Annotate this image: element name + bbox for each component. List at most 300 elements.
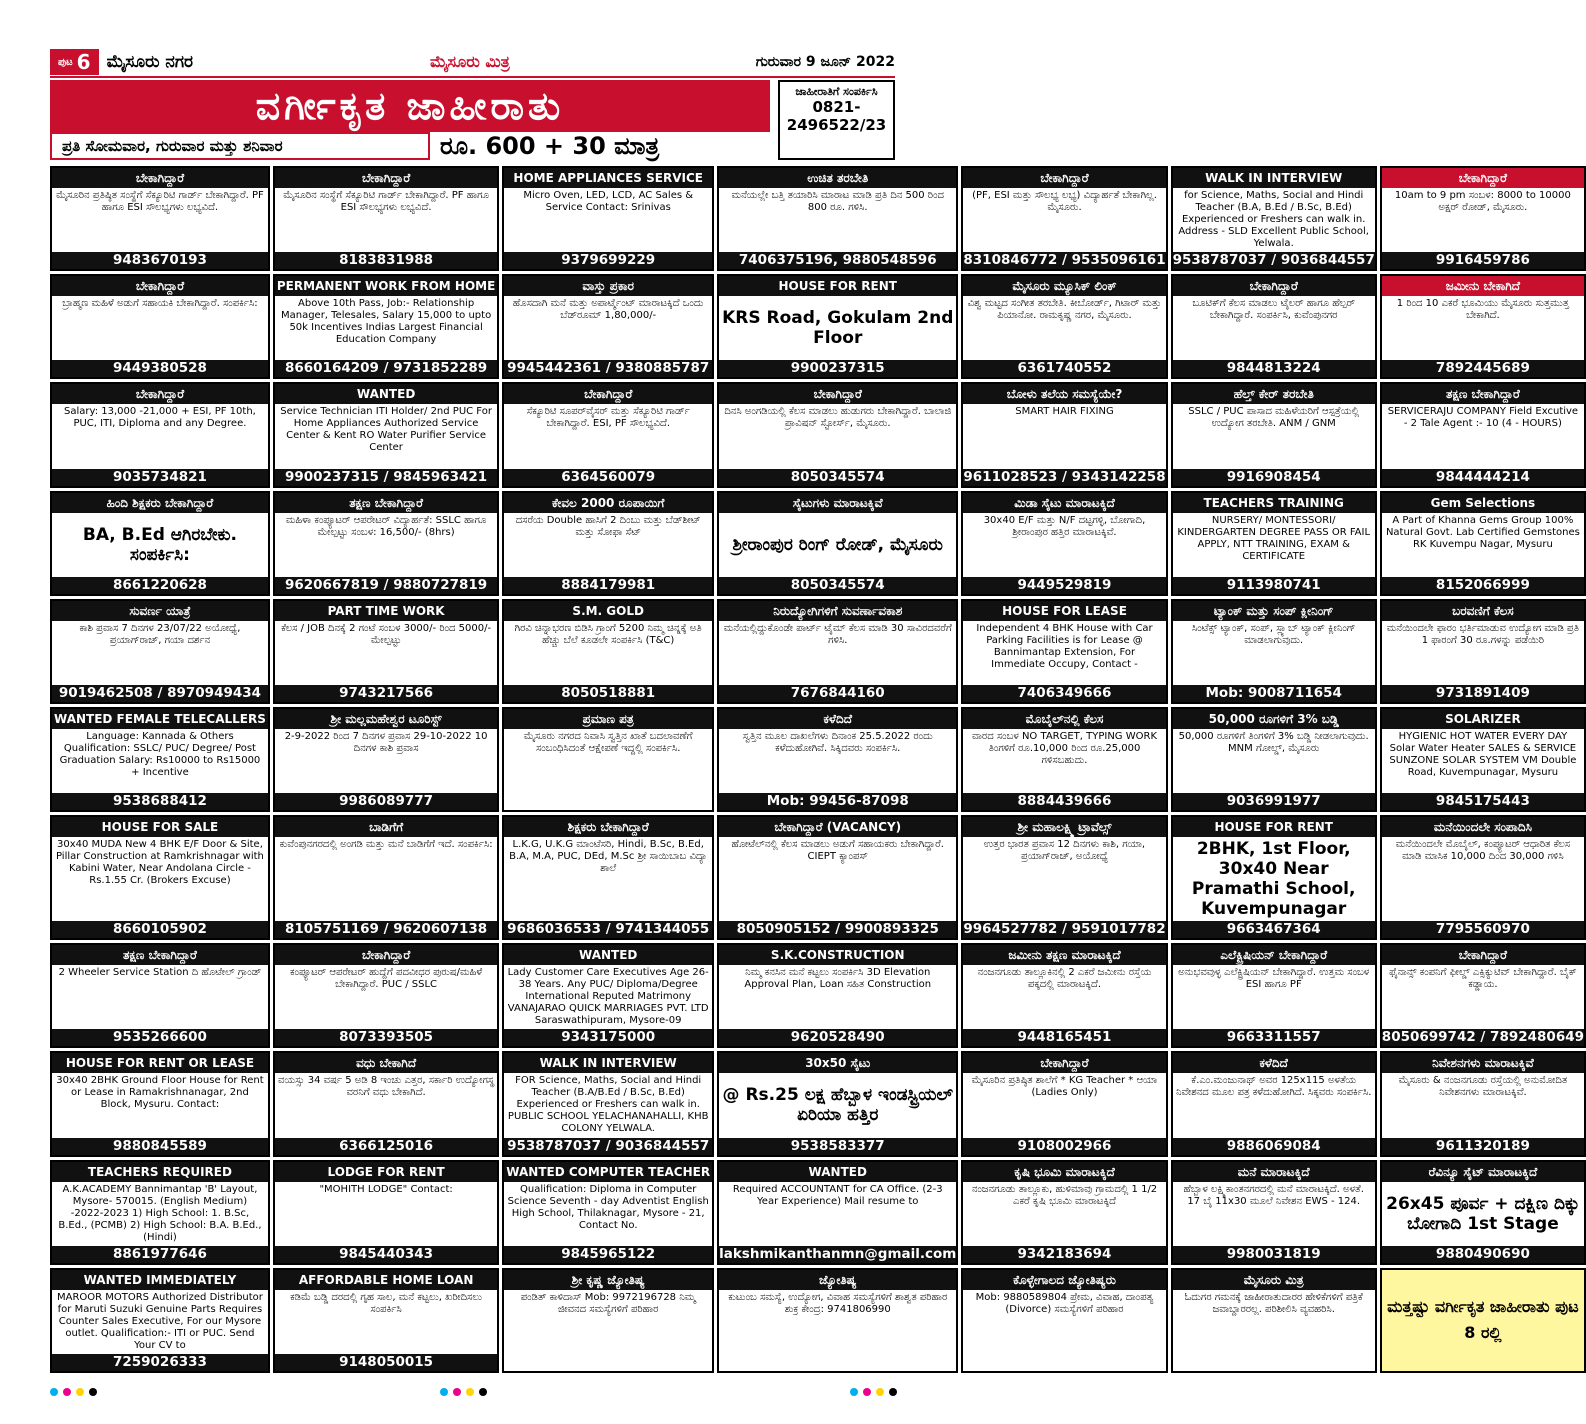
ad-body: ಸಿಂಟೆಕ್ಸ್ ಟ್ಯಾಂಕ್, ಸಂಪ್, ಸ್ಲ್ಯಾಬ್ ಟ್ಯಾಂಕ್ ಕ್ಲೀನಿಂಗ್ ಮಾಡಲಾಗುವುದು. xyxy=(1191,622,1356,646)
ad-phone: 9036991977 xyxy=(1173,793,1375,810)
classified-ad xyxy=(961,1160,1167,1265)
classified-ad xyxy=(1171,166,1377,271)
ad-phone: 8310846772 / 9535096161 xyxy=(963,252,1166,269)
ad-body: Qualification: Diploma in Computer Science Seventh - day Adventist English High School, Thilaknagar, Mysore - 21, Contact No. xyxy=(507,1183,709,1231)
classified-ad xyxy=(961,274,1167,379)
ad-phone: 9449529819 xyxy=(963,577,1165,594)
ad-body: ಉತ್ತರ ಭಾರತ ಪ್ರವಾಸ 12 ದಿನಗಳು ಕಾಶಿ, ಗಯಾ, ಪ್ರಯಾಗ್‌ರಾಜ್, ಅಯೋಧ್ಯೆ xyxy=(983,839,1146,863)
classified-ad xyxy=(1380,274,1586,379)
ad-phone: 6361740552 xyxy=(963,360,1165,377)
ad-phone: 9916459786 xyxy=(1382,252,1584,269)
ad-phone: 7676844160 xyxy=(719,685,956,702)
classified-ad xyxy=(961,1268,1167,1373)
ad-heading: ಬಾಡಿಗೆಗೆ xyxy=(275,817,497,837)
classified-ad xyxy=(273,707,499,812)
ad-phone: 9538787037 / 9036844557 xyxy=(504,1138,712,1155)
classified-ad xyxy=(1380,491,1586,596)
classified-ad xyxy=(1380,1051,1586,1156)
ad-body: ಬ್ರಾಹ್ಮಣ ಮಹಿಳೆ ಅಡುಗೆ ಸಹಾಯಕಿ ಬೇಕಾಗಿದ್ದಾರೆ. ಸಂಪರ್ಕಿಸಿ: xyxy=(62,298,258,310)
ad-body: ಮೈಸೂರಿನ ಪ್ರತಿಷ್ಠಿತ ಸಂಸ್ಥೆಗೆ ಸೆಕ್ಯೂರಿಟಿ ಗಾರ್ಡ್ ಬೇಕಾಗಿದ್ದಾರೆ. PF ಹಾಗೂ ESI ಸೌಲಭ್ಯಗಳು ಲಭ್ಯವಿದೆ. xyxy=(56,190,264,213)
classified-ad xyxy=(1171,815,1377,940)
ad-heading: SOLARIZER xyxy=(1382,709,1584,729)
classified-ad xyxy=(502,1051,714,1156)
classified-ad xyxy=(1171,1160,1377,1265)
ad-heading: WANTED xyxy=(504,945,712,965)
ad-body: BA, B.Ed ಆಗಿರಬೇಕು. ಸಂಪರ್ಕಿಸಿ: xyxy=(82,524,238,565)
ad-heading: ವಾಸ್ತು ಪ್ರಕಾರ xyxy=(504,276,712,296)
ad-phone: 8660105902 xyxy=(52,921,268,938)
classified-ad xyxy=(717,1268,958,1373)
ad-body: "MOHITH LODGE" Contact: xyxy=(319,1183,453,1195)
ad-body: SSLC / PUC ಪಾಸಾದ ಮಹಿಳೆಯರಿಗೆ ಆಸ್ಪತ್ರೆಯಲ್ಲಿ ಉದ್ಯೋಗ ತರಬೇತಿ. ANM / GNM xyxy=(1188,406,1360,430)
ad-heading: ಜಮೀನು ಬೇಕಾಗಿದೆ xyxy=(1382,276,1584,296)
ad-body: ವಿಶ್ವ ಮಟ್ಟದ ಸಂಗೀತ ತರಬೇತಿ. ಕೀಬೋರ್ಡ್, ಗಿಟಾರ್ ಮತ್ತು ಪಿಯಾನೋ. ರಾಮಕೃಷ್ಣ ನಗರ, ಮೈಸೂರು. xyxy=(967,298,1162,322)
ad-phone: 9880490690 xyxy=(1382,1246,1584,1263)
ad-heading: ಪ್ರಮಾಣ ಪತ್ರ xyxy=(504,709,712,729)
classified-ad xyxy=(502,599,714,704)
ad-body: ಕಾಶಿ ಪ್ರವಾಸ 7 ದಿನಗಳ 23/07/22 ಅಯೋಧ್ಯೆ, ಪ್ರಯಾಗ್‌ರಾಜ್, ಗಯಾ ದರ್ಶನ xyxy=(79,622,241,646)
ad-heading: WANTED FEMALE TELECALLERS xyxy=(52,709,268,729)
ad-heading: HOUSE FOR LEASE xyxy=(963,601,1165,621)
ad-heading: ಮಿಡಾ ಸೈಟು ಮಾರಾಟಕ್ಕಿದೆ xyxy=(963,493,1165,513)
ad-body: ವಾರದ ಸಂಬಳ NO TARGET, TYPING WORK ತಿಂಗಳಿಗೆ ರೂ.10,000 ರಿಂದ ರೂ.25,000 ಗಳಿಸಬಹುದು. xyxy=(971,730,1158,766)
ad-phone: 9844813224 xyxy=(1173,360,1375,377)
ad-body: ಮತ್ತಷ್ಟು ವರ್ಗೀಕೃತ ಜಾಹೀರಾತು ಪುಟ 8 ರಲ್ಲಿ xyxy=(1387,1297,1579,1343)
ad-heading: ನಿರುದ್ಯೋಗಿಗಳಿಗೆ ಸುವರ್ಣಾವಕಾಶ xyxy=(719,601,956,621)
classified-ad xyxy=(717,943,958,1048)
ad-body: ನಂಜನಗೂಡು ತಾಲ್ಲೂಕು, ಹುಳಿಮಾವು ಗ್ರಾಮದಲ್ಲಿ 1 1/2 ಎಕರೆ ಕೃಷಿ ಭೂಮಿ ಮಾರಾಟಕ್ಕಿದೆ xyxy=(971,1183,1158,1207)
ad-phone: 9845175443 xyxy=(1382,793,1584,810)
ad-phone: 8884439666 xyxy=(963,793,1165,810)
classified-ad xyxy=(502,815,714,940)
classified-ad xyxy=(717,491,958,596)
ad-body: Required ACCOUNTANT for CA Office. (2-3 Year Experience) Mail resume to xyxy=(732,1183,943,1207)
ad-heading: ಬೇಕಾಗಿದ್ದಾರೆ xyxy=(52,276,268,296)
ad-body: ಹೆಬ್ಬಾಳ ಲಕ್ಷ್ಮಿಕಾಂತನಗರದಲ್ಲಿ ಮನೆ ಮಾರಾಟಕ್ಕಿದೆ. ಅಳತೆ. 17 ಬೈ 11x30 ಮೂಲೆ ನಿವೇಶನ EWS - 124. xyxy=(1183,1183,1364,1207)
ad-body: 1 ರಿಂದ 10 ಎಕರೆ ಭೂಮಿಯು ಮೈಸೂರು ಸುತ್ತಮುತ್ತ ಬೇಕಾಗಿದೆ. xyxy=(1396,298,1569,322)
ad-heading: ವಧು ಬೇಕಾಗಿದೆ xyxy=(275,1053,497,1073)
ad-phone: 9342183694 xyxy=(963,1246,1165,1263)
ad-body: (PF, ESI ಮತ್ತು ಸೌಲಭ್ಯ ಲಭ್ಯ) ವಿದ್ಯಾರ್ಹತೆ ಬೇಕಾಗಿಲ್ಲ. ಮೈಸೂರು. xyxy=(972,190,1157,213)
ad-phone: 7406349666 xyxy=(963,685,1165,702)
classified-ad xyxy=(273,1051,499,1156)
ad-body: NURSERY/ MONTESSORI/ KINDERGARTEN DEGREE PASS OR FAIL APPLY, NTT TRAINING, EXAM & CERTIFICATE xyxy=(1177,514,1371,562)
contact-number: 2496522/23 xyxy=(786,116,887,134)
ad-heading: ಶ್ರೀ ಮಲ್ಲಮಹೇಶ್ವರ ಟೂರಿಸ್ಟ್ xyxy=(275,709,497,729)
ad-phone: 6364560079 xyxy=(504,469,712,486)
ad-phone: 9900237315 xyxy=(719,360,956,377)
ad-heading: WANTED IMMEDIATELY xyxy=(52,1270,268,1290)
ad-phone: 9448165451 xyxy=(963,1029,1165,1046)
color-registration-dots-left xyxy=(50,1388,97,1398)
classified-ad xyxy=(273,815,499,940)
classified-ad xyxy=(502,943,714,1048)
classified-ad xyxy=(1380,166,1586,271)
ad-body: ಹೊಸದಾಗಿ ಮನೆ ಮತ್ತು ಅಪಾರ್ಟ್ಮೆಂಟ್ ಮಾರಾಟಕ್ಕಿದೆ ಒಂದು ಬೆಡ್‌ರೂಮ್ 1,80,000/- xyxy=(512,298,704,322)
ad-body: @ Rs.25 ಲಕ್ಷ ಹೆಬ್ಬಾಳ ಇಂಡಸ್ಟ್ರಿಯಲ್ ಏರಿಯಾ ಹತ್ತಿರ xyxy=(722,1085,953,1126)
page-number: 6 xyxy=(76,50,91,74)
ad-body: A Part of Khanna Gems Group 100% Natural Govt. Lab Certified Gemstones RK Kuvempu Nagar, Mysuru xyxy=(1385,514,1580,550)
ad-heading: S.M. GOLD xyxy=(504,601,712,621)
ad-phone: Mob: 99456-87098 xyxy=(719,793,956,810)
ad-heading: ಕಳೆದಿದೆ xyxy=(1173,1053,1375,1073)
ad-heading: ಮೈಸೂರು ಮಿತ್ರ xyxy=(1173,1270,1375,1290)
classified-ad xyxy=(502,1268,714,1373)
classified-ad xyxy=(1171,274,1377,379)
classified-ad xyxy=(961,382,1167,487)
classified-ad xyxy=(961,943,1167,1048)
ad-heading: HOUSE FOR SALE xyxy=(52,817,268,837)
classified-ad xyxy=(502,707,714,812)
classified-ad xyxy=(961,707,1167,812)
ad-body: 30x40 E/F ಮತ್ತು N/F ದಟ್ಟಗಳ್ಳಿ, ಬೋಗಾದಿ, ಶ್ರೀರಾಂಪುರ ಹತ್ತಿರ ಮಾರಾಟಕ್ಕಿವೆ. xyxy=(983,514,1146,538)
classified-ad xyxy=(50,599,270,704)
ad-phone: 8660164209 / 9731852289 xyxy=(275,360,497,377)
ad-price: ರೂ. 600 + 30 ಮಾತ್ರ xyxy=(440,132,660,160)
ad-body: ಮೈಸೂರು ನಗರದ ನಿವಾಸಿ ಸ್ವತ್ತಿನ ಖಾತೆ ಬದಲಾವಣೆಗೆ ಸಂಬಂಧಿಸಿದಂತೆ ಆಕ್ಷೇಪಣೆ ಇದ್ದಲ್ಲಿ ಸಂಪರ್ಕಿಸಿ. xyxy=(523,730,693,754)
ad-body: ಕಡಿಮೆ ಬಡ್ಡಿ ದರದಲ್ಲಿ ಗೃಹ ಸಾಲ, ಮನೆ ಕಟ್ಟಲು, ಖರೀದಿಸಲು ಸಂಪರ್ಕಿಸಿ xyxy=(290,1291,483,1315)
ad-phone: 9743217566 xyxy=(275,685,497,702)
contact-box xyxy=(778,80,895,160)
ad-heading: TEACHERS TRAINING xyxy=(1173,493,1375,513)
ad-heading: 50,000 ರೂಗಳಿಗೆ 3% ಬಡ್ಡಿ xyxy=(1173,709,1375,729)
ad-phone: 8050518881 xyxy=(504,685,712,702)
color-registration-dots-right xyxy=(850,1388,897,1398)
ad-body: ಶ್ರೀರಾಂಪುರ ರಿಂಗ್ ರೋಡ್, ಮೈಸೂರು xyxy=(732,534,943,555)
classified-ad xyxy=(50,943,270,1048)
banner-title: ವರ್ಗೀಕೃತ ಜಾಹೀರಾತು xyxy=(50,80,770,132)
ad-phone: 8152066999 xyxy=(1382,577,1584,594)
classified-ad xyxy=(717,599,958,704)
classified-ad xyxy=(1380,707,1586,812)
ad-phone: 9900237315 / 9845963421 xyxy=(275,469,497,486)
ad-heading: WANTED COMPUTER TEACHER xyxy=(504,1162,712,1182)
ad-body: HYGIENIC HOT WATER EVERY DAY Solar Water Heater SALES & SERVICE SUNZONE SOLAR SYSTEM VM Double Road, Kuvempunagar, Mysuru xyxy=(1389,730,1577,778)
ad-phone: 8183831988 xyxy=(275,252,497,269)
classified-ad xyxy=(50,382,270,487)
ad-heading: TEACHERS REQUIRED xyxy=(52,1162,268,1182)
ad-phone: 8661220628 xyxy=(52,577,268,594)
classified-ad xyxy=(502,491,714,596)
page-number-box xyxy=(50,49,99,75)
classified-ad xyxy=(1380,943,1586,1048)
ad-body: 2-9-2022 ರಿಂದ 7 ದಿನಗಳ ಪ್ರವಾಸ 29-10-2022 10 ದಿನಗಳ ಕಾಶಿ ಪ್ರವಾಸ xyxy=(284,730,488,754)
classified-ad xyxy=(1171,599,1377,704)
classified-ad xyxy=(50,707,270,812)
ad-heading: ಬೇಕಾಗಿದ್ದಾರೆ xyxy=(52,168,268,188)
contact-label: ಜಾಹೀರಾತಿಗೆ ಸಂಪರ್ಕಿಸಿ xyxy=(795,85,878,98)
ad-heading: ಹೆಲ್ತ್ ಕೇರ್ ತರಬೇತಿ xyxy=(1173,384,1375,404)
ad-heading: PERMANENT WORK FROM HOME xyxy=(275,276,497,296)
publication-days: ಪ್ರತಿ ಸೋಮವಾರ, ಗುರುವಾರ ಮತ್ತು ಶನಿವಾರ xyxy=(50,132,430,160)
ad-phone: 9611320189 xyxy=(1382,1138,1584,1155)
ad-body: MAROOR MOTORS Authorized Distributor for Maruti Suzuki Genuine Parts Requires Counter Sales Executive, For our Mysore outlet. Qualification:- ITI or PUC. Send Your CV to xyxy=(56,1291,263,1351)
ad-body: 26x45 ಪೂರ್ವ + ದಕ್ಷಿಣ ದಿಕ್ಕು ಬೋಗಾದಿ 1st Stage xyxy=(1386,1193,1580,1234)
classified-ad xyxy=(273,274,499,379)
classified-ad xyxy=(50,274,270,379)
ad-phone: 8050699742 / 7892480649 xyxy=(1381,1029,1584,1046)
ad-body: 30x40 2BHK Ground Floor House for Rent or Lease in Ramakrishnanagar, 2nd Block, Mysuru. Contact: xyxy=(56,1075,264,1111)
ad-body: ಬೂಟಿಕ್‌ಗೆ ಕೆಲಸ ಮಾಡಲು ಟೈಲರ್ ಹಾಗೂ ಹೆಲ್ಪರ್ ಬೇಕಾಗಿದ್ದಾರೆ. ಸಂಪರ್ಕಿಸಿ, ಕುವೆಂಪುನಗರ xyxy=(1192,298,1355,322)
ad-heading: HOUSE FOR RENT OR LEASE xyxy=(52,1053,268,1073)
ad-heading: S.K.CONSTRUCTION xyxy=(719,945,956,965)
ad-body: ಕೆ.ಎಂ.ಮಂಜುನಾಥ್ ಅವರ 125x115 ಅಳತೆಯ ನಿವೇಶನದ ಮೂಲ ಪತ್ರ ಕಳೆದುಹೋಗಿದೆ. ಸಿಕ್ಕವರು ಸಂಪರ್ಕಿಸಿ. xyxy=(1176,1075,1372,1099)
ad-body: ಮೈಸೂರಿನ ಸಂಸ್ಥೆಗೆ ಸೆಕ್ಯೂರಿಟಿ ಗಾರ್ಡ್ ಬೇಕಾಗಿದ್ದಾರೆ. PF ಹಾಗೂ ESI ಸೌಲಭ್ಯಗಳು ಲಭ್ಯವಿದೆ. xyxy=(283,190,489,213)
ad-phone: 6366125016 xyxy=(275,1138,497,1155)
ad-phone: 9844444214 xyxy=(1382,469,1584,486)
ad-phone: 9483670193 xyxy=(52,252,268,269)
ad-heading: ಬೇಕಾಗಿದ್ದಾರೆ xyxy=(963,168,1165,188)
ad-phone: 9449380528 xyxy=(52,360,268,377)
ad-heading: ಬೇಕಾಗಿದ್ದಾರೆ xyxy=(1173,276,1375,296)
ad-body: 30x40 MUDA New 4 BHK E/F Door & Site, Pillar Construction at Ramkrishnagar with Kabini Water, Near Andolana Circle - Rs.1.55 Cr. (Brokers Excuse) xyxy=(55,839,264,887)
classified-ad xyxy=(273,1268,499,1373)
ad-body: Salary: 13,000 -21,000 + ESI, PF 10th, PUC, ITI, Diploma and any Degree. xyxy=(64,406,256,430)
classified-ad xyxy=(1171,1268,1377,1373)
ad-body: ಮಹಿಳಾ ಕಂಪ್ಯೂಟರ್ ಆಪರೇಟರ್ ವಿದ್ಯಾರ್ಹತೆ: SSLC ಹಾಗೂ ಮೇಲ್ಪಟ್ಟು ಸಂಬಳ: 16,500/- (8hrs) xyxy=(285,514,487,538)
ad-phone: 9538688412 xyxy=(52,793,268,810)
ad-phone: 9108002966 xyxy=(963,1138,1165,1155)
ad-body: ಸ್ವತ್ತಿನ ಮೂಲ ದಾಖಲೆಗಳು ದಿನಾಂಕ 25.5.2022 ರಂದು ಕಳೆದುಹೋಗಿವೆ. ಸಿಕ್ಕಿದವರು ಸಂಪರ್ಕಿಸಿ. xyxy=(742,730,933,754)
classified-ad xyxy=(1171,382,1377,487)
ad-heading: ಜಮೀನು ತಕ್ಷಣ ಮಾರಾಟಕ್ಕಿದೆ xyxy=(963,945,1165,965)
ad-body: 2BHK, 1st Floor, 30x40 Near Pramathi School, Kuvempunagar xyxy=(1191,839,1356,920)
classified-ad xyxy=(961,166,1167,271)
ad-phone: 9886069084 xyxy=(1173,1138,1375,1155)
ad-heading: ಶ್ರೀ ಮಹಾಲಕ್ಷ್ಮಿ ಟ್ರಾವೆಲ್ಸ್ xyxy=(963,817,1165,837)
ad-phone: 8073393505 xyxy=(275,1029,497,1046)
ad-heading: ರೆವಿನ್ಯೂ ಸೈಟ್ ಮಾರಾಟಕ್ಕಿದೆ xyxy=(1382,1162,1584,1182)
classified-ad xyxy=(273,1160,499,1265)
ad-body: 2 Wheeler Service Station ದಿ ಹೊಟೇಲ್ ಗ್ರಾಂಡ್ xyxy=(58,967,262,979)
ad-phone: 8884179981 xyxy=(504,577,712,594)
ad-phone: 9663311557 xyxy=(1173,1029,1375,1046)
ad-phone: 8050345574 xyxy=(719,469,956,486)
classified-ad xyxy=(717,382,958,487)
ad-phone: 8861977646 xyxy=(52,1246,268,1263)
classified-ad xyxy=(273,491,499,596)
ad-heading: ಬೇಕಾಗಿದ್ದಾರೆ xyxy=(1382,168,1584,188)
ad-phone: lakshmikanthanmn@gmail.com xyxy=(719,1245,957,1262)
ad-phone: 9663467364 xyxy=(1173,921,1375,938)
ad-body: for Science, Maths, Social and Hindi Teacher (B.A, B.Ed / B.Sc, B.Ed) Experienced or Freshers can walk in. Address - SLD Excellent Public School, Yelwala. xyxy=(1178,190,1369,249)
ad-heading: ತಕ್ಷಣ ಬೇಕಾಗಿದ್ದಾರೆ xyxy=(1382,384,1584,404)
classified-ad xyxy=(717,707,958,812)
ad-body: 50,000 ರೂಗಳಿಗೆ ತಿಂಗಳಿಗೆ 3% ಬಡ್ಡಿ ನೀಡಲಾಗುವುದು. MNM ಗೋಲ್ಡ್, ಮೈಸೂರು xyxy=(1178,730,1369,754)
classified-ad xyxy=(50,1160,270,1265)
ad-phone: 9343175000 xyxy=(504,1029,712,1046)
ad-phone: 9019462508 / 8970949434 xyxy=(52,685,268,702)
ad-body: ಹೋಟೆಲ್‌ನಲ್ಲಿ ಕೆಲಸ ಮಾಡಲು ಅಡುಗೆ ಸಹಾಯಕರು ಬೇಕಾಗಿದ್ದಾರೆ. CIEPT ಕ್ಯಾಂಪಸ್ xyxy=(731,839,944,863)
ad-phone: 9538787037 / 9036844557 xyxy=(1172,252,1375,269)
ad-heading: HOUSE FOR RENT xyxy=(719,276,956,296)
ad-body: ದಿನಸಿ ಅಂಗಡಿಯಲ್ಲಿ ಕೆಲಸ ಮಾಡಲು ಹುಡುಗರು ಬೇಕಾಗಿದ್ದಾರೆ. ಬಾಲಾಜಿ ಪ್ರಾವಿಷನ್ ಸ್ಟೋರ್ಸ್, ಮೈಸೂರು. xyxy=(724,406,952,430)
classified-ad xyxy=(273,943,499,1048)
ad-heading: ಶಿಕ್ಷಕರು ಬೇಕಾಗಿದ್ದಾರೆ xyxy=(504,817,712,837)
classified-ad xyxy=(273,382,499,487)
ad-heading: ಜ್ಯೋತಿಷ್ಯ xyxy=(719,1270,956,1290)
classified-ad xyxy=(502,1160,714,1265)
ad-heading: ಮೈಸೂರು ಮ್ಯೂಸಿಕ್ ಲಿಂಕ್ xyxy=(963,276,1165,296)
ad-heading: ತಕ್ಷಣ ಬೇಕಾಗಿದ್ದಾರೆ xyxy=(275,493,497,513)
classified-ad xyxy=(1380,599,1586,704)
ad-phone: 9980031819 xyxy=(1173,1246,1375,1263)
ad-body: ಕುಟುಂಬ ಸಮಸ್ಯೆ, ಉದ್ಯೋಗ, ವಿವಾಹ ಸಮಸ್ಯೆಗಳಿಗೆ ಶಾಶ್ವತ ಪರಿಹಾರ ಶುಕ್ರ ಕೇಂದ್ರ: 9741806990 xyxy=(728,1291,948,1315)
ad-heading: ಬೇಕಾಗಿದ್ದಾರೆ xyxy=(719,384,956,404)
ad-phone: 9916908454 xyxy=(1173,469,1375,486)
ad-phone: 8050905152 / 9900893325 xyxy=(719,921,956,938)
ad-phone: 9620667819 / 9880727819 xyxy=(275,577,497,594)
ad-heading: WANTED xyxy=(275,384,497,404)
classified-ad xyxy=(50,491,270,596)
ad-heading: ತಕ್ಷಣ ಬೇಕಾಗಿದ್ದಾರೆ xyxy=(52,945,268,965)
classified-ad xyxy=(1380,1160,1586,1265)
classified-ad xyxy=(1171,707,1377,812)
ad-phone: 9731891409 xyxy=(1382,685,1584,702)
ad-phone: 7795560970 xyxy=(1382,921,1584,938)
ad-body: ಫೈನಾನ್ಸ್ ಕಂಪನಿಗೆ ಫೀಲ್ಡ್ ಎಕ್ಸಿಕ್ಯುಟಿವ್ ಬೇಕಾಗಿದ್ದಾರೆ. ಬೈಕ್ ಕಡ್ಡಾಯ. xyxy=(1389,967,1577,991)
classified-ad xyxy=(273,599,499,704)
ad-heading: WALK IN INTERVIEW xyxy=(1173,168,1375,188)
ad-heading: WALK IN INTERVIEW xyxy=(504,1053,712,1073)
ad-heading: AFFORDABLE HOME LOAN xyxy=(275,1270,497,1290)
classified-ad xyxy=(717,1160,958,1265)
ad-body: ಪಂಡಿತ್ ಕಾಳಿದಾಸ್ Mob: 9972196728 ನಿಮ್ಮ ಜೀವನದ ಸಮಸ್ಯೆಗಳಿಗೆ ಪರಿಹಾರ xyxy=(520,1291,696,1315)
ad-phone: 8050345574 xyxy=(719,577,956,594)
ad-heading: ಕೃಷಿ ಭೂಮಿ ಮಾರಾಟಕ್ಕಿದೆ xyxy=(963,1162,1165,1182)
classified-ad xyxy=(50,166,270,271)
ad-heading: ಮನೆಯಿಂದಲೇ ಸಂಪಾದಿಸಿ xyxy=(1382,817,1584,837)
ad-heading: Gem Selections xyxy=(1382,493,1584,513)
ad-heading: ಹಿಂದಿ ಶಿಕ್ಷಕರು ಬೇಕಾಗಿದ್ದಾರೆ xyxy=(52,493,268,513)
ad-body: Mob: 9880589804 ಪ್ರೇಮ, ವಿವಾಹ, ದಾಂಪತ್ಯ (Divorce) ಸಮಸ್ಯೆಗಳಿಗೆ ಪರಿಹಾರ xyxy=(975,1291,1154,1315)
ad-heading: ಕಳೆದಿದೆ xyxy=(719,709,956,729)
ad-body: ಮನೆಯಿಂದಲೇ ಮೊಬೈಲ್, ಕಂಪ್ಯೂಟರ್ ಆಧಾರಿತ ಕೆಲಸ ಮಾಡಿ ಮಾಸಿಕ 10,000 ದಿಂದ 30,000 ಗಳಿಸಿ xyxy=(1395,839,1571,863)
ad-body: ಅನುಭವವುಳ್ಳ ಎಲೆಕ್ಟ್ರಿಷಿಯನ್ ಬೇಕಾಗಿದ್ದಾರೆ. ಉತ್ತಮ ಸಂಬಳ ESI ಹಾಗೂ PF xyxy=(1178,967,1370,991)
ad-heading: ಬೇಕಾಗಿದ್ದಾರೆ xyxy=(52,384,268,404)
contact-code: 0821- xyxy=(812,98,861,116)
classified-ad xyxy=(273,166,499,271)
ad-heading: ಟ್ಯಾಂಕ್ ಮತ್ತು ಸಂಪ್ ಕ್ಲೀನಿಂಗ್ xyxy=(1173,601,1375,621)
ad-body: ಮೈಸೂರು & ನಂಜನಗೂಡು ರಸ್ತೆಯಲ್ಲಿ ಅನುಮೋದಿತ ನಿವೇಶನಗಳು ಮಾರಾಟಕ್ಕಿವೆ. xyxy=(1398,1075,1568,1099)
ad-heading: ಕೊಳ್ಳೇಗಾಲದ ಜ್ಯೋತಿಷ್ಯರು xyxy=(963,1270,1165,1290)
ad-body: Micro Oven, LED, LCD, AC Sales & Service Contact: Srinivas xyxy=(523,190,694,213)
ad-heading: WANTED xyxy=(719,1162,956,1182)
ad-body: ಓದುಗರ ಗಮನಕ್ಕೆ ಜಾಹೀರಾತುದಾರರ ಹೇಳಿಕೆಗಳಿಗೆ ಪತ್ರಿಕೆ ಜವಾಬ್ದಾರರಲ್ಲ. ಪರಿಶೀಲಿಸಿ ವ್ಯವಹರಿಸಿ. xyxy=(1184,1291,1363,1315)
classified-ad xyxy=(502,382,714,487)
classified-ad xyxy=(717,815,958,940)
classified-ad xyxy=(961,599,1167,704)
ad-body: ಮೈಸೂರಿನ ಪ್ರತಿಷ್ಠಿತ ಶಾಲೆಗೆ * KG Teacher * ಆಯಾ (Ladies Only) xyxy=(971,1075,1158,1099)
ad-body: ದಸರೆಯ Double ಹಾಸಿಗೆ 2 ದಿಂಬು ಮತ್ತು ಬೆಡ್‌ಶೀಟ್ ಮತ್ತು ಸೋಫಾ ಸೆಟ್ xyxy=(515,514,701,538)
ad-phone: 9611028523 / 9343142258 xyxy=(963,468,1166,485)
ad-body: Service Technician ITI Holder/ 2nd PUC For Home Appliances Authorized Service Center & Kent RO Water Purifier Service Center xyxy=(280,406,492,454)
ad-phone: 9986089777 xyxy=(275,793,497,810)
ad-phone: 9686036533 / 9741344055 xyxy=(504,921,712,938)
classified-banner xyxy=(50,80,770,160)
ad-heading: ಬೇಕಾಗಿದ್ದಾರೆ xyxy=(504,384,712,404)
ad-phone: 9379699229 xyxy=(504,252,712,269)
classified-ads-grid xyxy=(50,166,1584,1373)
ad-heading: ಬೇಕಾಗಿದ್ದಾರೆ xyxy=(1382,945,1584,965)
ad-body: ಕುವೆಂಪುನಗರದಲ್ಲಿ ಅಂಗಡಿ ಮತ್ತು ಮನೆ ಬಾಡಿಗೆಗೆ ಇದೆ. ಸಂಪರ್ಕಿಸಿ: xyxy=(279,839,493,851)
ad-body: ನಂಜನಗೂಡು ತಾಲ್ಲೂಕಿನಲ್ಲಿ 2 ಎಕರೆ ಜಮೀನು ರಸ್ತೆಯ ಪಕ್ಕದಲ್ಲಿ ಮಾರಾಟಕ್ಕಿದೆ. xyxy=(977,967,1152,991)
ad-body: SERVICERAJU COMPANY Field Excutive - 2 Tale Agent :- 10 (4 - HOURS) xyxy=(1387,406,1579,430)
ad-body: FOR Science, Maths, Social and Hindi Teacher (B.A/B.Ed / B.Sc, B.Ed) Experienced or Freshers can walk in. PUBLIC SCHOOL YELACHANAHALLI, KHB COLONY YELWALA. xyxy=(507,1075,709,1135)
ad-body: ಕೆಲಸ / JOB ದಿನಕ್ಕೆ 2 ಗಂಟೆ ಸಂಬಳ 3000/- ರಿಂದ 5000/- ಮೇಲ್ಪಟ್ಟು xyxy=(281,622,492,646)
ad-heading: HOUSE FOR RENT xyxy=(1173,817,1375,837)
ad-heading: HOME APPLIANCES SERVICE xyxy=(504,168,712,188)
ad-body: Independent 4 BHK House with Car Parking Facilities is for Lease @ Bannimantap Extension, For Immediate Occupy, Contact - xyxy=(976,622,1153,670)
ad-heading: PART TIME WORK xyxy=(275,601,497,621)
ad-body: Above 10th Pass, Job:- Relationship Manager, Telesales, Salary 15,000 to upto 50k Incentives Indias Largest Financial Education Company xyxy=(280,298,492,346)
ad-phone: 8105751169 / 9620607138 xyxy=(275,921,497,938)
ad-heading: ಸೈಟುಗಳು ಮಾರಾಟಕ್ಕಿವೆ xyxy=(719,493,956,513)
classified-ad xyxy=(1380,815,1586,940)
ad-heading: ಬೇಕಾಗಿದ್ದಾರೆ (VACANCY) xyxy=(719,817,956,837)
ad-heading: ಶ್ರೀ ಕೃಷ್ಣ ಜ್ಯೋತಿಷ್ಯ xyxy=(504,1270,712,1290)
ad-phone: 9845965122 xyxy=(504,1246,712,1263)
classified-ad xyxy=(717,166,958,271)
ad-body: ಸೆಕ್ಯೂರಿಟಿ ಸೂಪರ್‌ವೈಸರ್ ಮತ್ತು ಸೆಕ್ಯೂರಿಟಿ ಗಾರ್ಡ್ ಬೇಕಾಗಿದ್ದಾರೆ. ESI, PF ಸೌಲಭ್ಯವಿದೆ. xyxy=(526,406,690,430)
ad-phone: Mob: 9008711654 xyxy=(1173,685,1375,702)
ad-body: ವಯಸ್ಸು 34 ವರ್ಷ 5 ಅಡಿ 8 ಇಂಚು ಎತ್ತರ, ಸರ್ಕಾರಿ ಉದ್ಯೋಗಸ್ಥ ವರನಿಗೆ ವಧು ಬೇಕಾಗಿದೆ. xyxy=(277,1075,495,1099)
classified-ad xyxy=(1171,491,1377,596)
ad-phone: 7259026333 xyxy=(52,1354,268,1371)
ad-body: 10am to 9 pm ಸಂಬಳ: 8000 to 10000 ಅಕ್ಷರ್ ರೋಡ್, ಮೈಸೂರು. xyxy=(1394,190,1571,213)
paper-name: ಮೈಸೂರು ಮಿತ್ರ xyxy=(430,52,510,71)
ad-heading: ಬೋಳು ತಲೆಯ ಸಮಸ್ಯೆಯೇ? xyxy=(963,384,1165,404)
ad-body: ಮನೆಯಲ್ಲೇ ಬತ್ತಿ ತಯಾರಿಸಿ ಮಾರಾಟ ಮಾಡಿ ಪ್ರತಿ ದಿನ 500 ರಿಂದ 800 ರೂ. ಗಳಿಸಿ. xyxy=(731,190,944,213)
ad-heading: ಸುವರ್ಣ ಯಾತ್ರೆ xyxy=(52,601,268,621)
page-header xyxy=(50,48,895,78)
classified-ad xyxy=(961,1051,1167,1156)
classified-ad xyxy=(1171,1051,1377,1156)
classified-ad xyxy=(1380,382,1586,487)
ad-body: Lady Customer Care Executives Age 26-38 Years. Any PUC/ Diploma/Degree International Reputed Matrimony VANAJARAO QUICK MARRIAGES PVT. LTD Saraswathipuram, Mysore-09 xyxy=(507,967,709,1027)
ad-phone: 9945442361 / 9380885787 xyxy=(504,360,712,377)
classified-ad xyxy=(961,491,1167,596)
ad-heading: ಬೇಕಾಗಿದ್ದಾರೆ xyxy=(963,1053,1165,1073)
ad-body: KRS Road, Gokulam 2nd Floor xyxy=(722,308,954,349)
classified-ad xyxy=(50,1051,270,1156)
classified-ad xyxy=(1380,1268,1586,1373)
classified-ad xyxy=(1171,943,1377,1048)
ad-heading: ಮನೆ ಮಾರಾಟಕ್ಕಿದೆ xyxy=(1173,1162,1375,1182)
ad-body: ಮನೆಯಲ್ಲಿದ್ದುಕೊಂಡೇ ಪಾರ್ಟ್ ಟೈಮ್ ಕೆಲಸ ಮಾಡಿ 30 ಸಾವಿರದವರೆಗೆ ಗಳಿಸಿ. xyxy=(723,622,952,646)
classified-ad xyxy=(50,1268,270,1373)
ad-heading: 30x50 ಸೈಟು xyxy=(719,1053,956,1073)
ad-phone: 7406375196, 9880548596 xyxy=(719,252,956,269)
classified-ad xyxy=(502,274,714,379)
color-registration-dots-center xyxy=(440,1388,487,1398)
ad-phone: 9620528490 xyxy=(719,1029,956,1046)
ad-body: Language: Kannada & Others Qualification: SSLC/ PUC/ Degree/ Post Graduation Salary: Rs10000 to Rs15000 + Incentive xyxy=(59,730,261,778)
ad-phone: 9845440343 xyxy=(275,1246,497,1263)
ad-heading: ಉಚಿತ ತರಬೇತಿ xyxy=(719,168,956,188)
ad-body: SMART HAIR FIXING xyxy=(1015,406,1114,418)
ad-heading: ನಿವೇಶನಗಳು ಮಾರಾಟಕ್ಕಿವೆ xyxy=(1382,1053,1584,1073)
classified-ad xyxy=(502,166,714,271)
ad-heading: ಕೇವಲ 2000 ರೂಪಾಯಿಗೆ xyxy=(504,493,712,513)
ad-body: ಕಂಪ್ಯೂಟರ್ ಆಪರೇಟರ್ ಹುದ್ದೆಗೆ ಪದವೀಧರ ಪುರುಷ/ಮಹಿಳೆ ಬೇಕಾಗಿದ್ದಾರೆ. PUC / SSLC xyxy=(290,967,483,991)
classified-ad xyxy=(717,1051,958,1156)
ad-phone: 9035734821 xyxy=(52,469,268,486)
ad-body: A.K.ACADEMY Bannimantap 'B' Layout, Mysore- 570015. (English Medium) -2022-2023 1) High School: 1. B.Sc, B.Ed., (PCMB) 2) High School: B.A. B.Ed., (Hindi) xyxy=(58,1183,262,1243)
ad-body: L.K.G, U.K.G ಮಾಂಟೆಸರಿ, Hindi, B.Sc, B.Ed, B.A, M.A, PUC, DEd, M.Sc ಶ್ರೀ ಸಾಯಿಬಾಬ ವಿದ್ಯಾ ಶಾಲೆ xyxy=(509,839,708,875)
ad-heading: ಮೊಬೈಲ್‌ನಲ್ಲಿ ಕೆಲಸ xyxy=(963,709,1165,729)
classified-ad xyxy=(717,274,958,379)
